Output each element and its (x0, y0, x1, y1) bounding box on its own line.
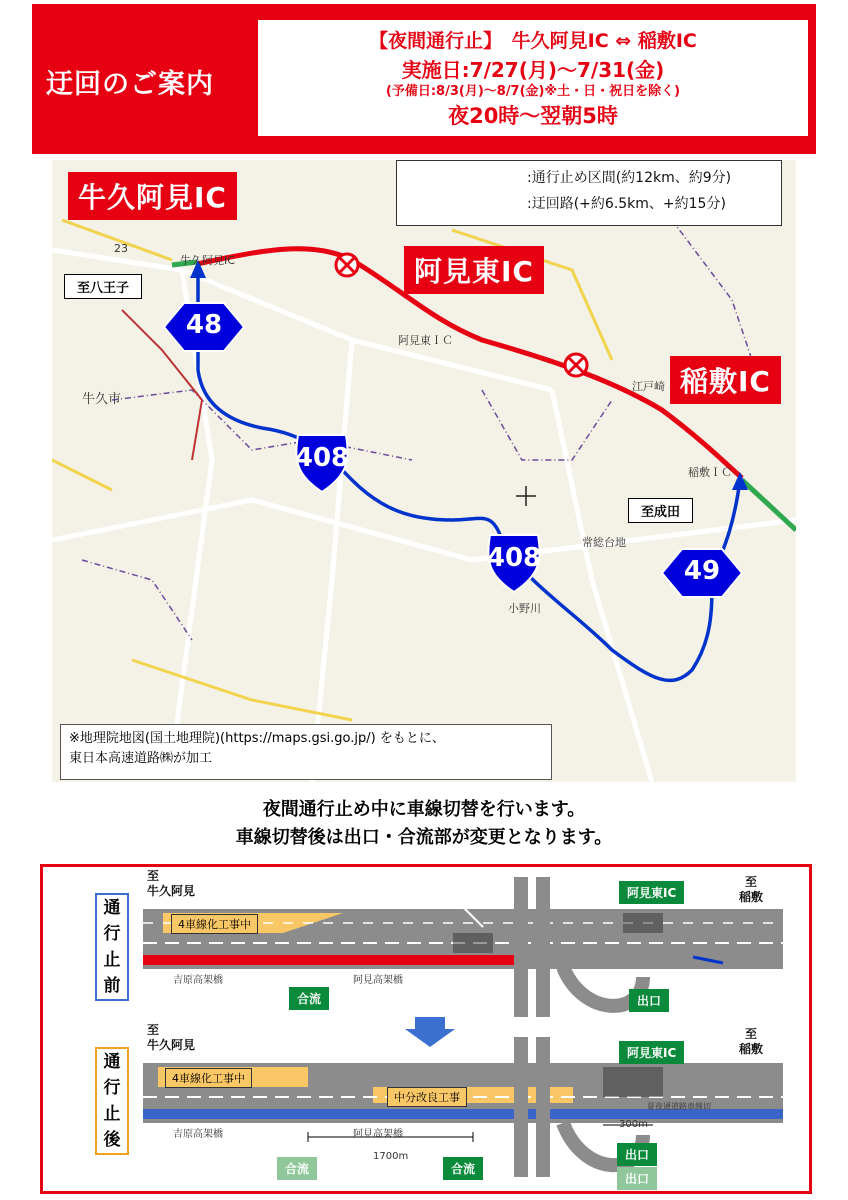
before-ic-tag: 阿見東IC (619, 881, 684, 904)
label-jobandaichi: 常総台地 (582, 536, 626, 549)
ic-label-ami-higashi: 阿見東IC (404, 246, 544, 294)
after-work-box: 4車線化工事中 (165, 1068, 252, 1088)
closure-info-box (258, 20, 808, 136)
legend-detour: :迂回路(+約6.5km、+約15分) (527, 196, 726, 212)
after-from: 至 牛久阿見 (147, 1023, 196, 1052)
route-sign-408-a: 408 (294, 443, 350, 473)
after-note: 夏夜通道路車線切 (647, 1102, 711, 1111)
after-dist2: 300m (619, 1119, 648, 1130)
after-exit-tag: 出口 (617, 1143, 657, 1166)
reserve-dates: (予備日:8/3(月)～8/7(金)※土・日・祝日を除く) (385, 84, 681, 99)
after-distance: 1700m (373, 1151, 409, 1162)
credit-line2: 東日本高速道路㈱が加工 (69, 751, 213, 766)
route-sign-408-b: 408 (486, 543, 542, 573)
legend-closed: :通行止め区間(約12km、約9分) (527, 170, 732, 186)
before-bridge1: 吉原高架橋 (173, 975, 223, 986)
before-work-box: 4車線化工事中 (171, 914, 258, 934)
closure-time: 夜20時～翌朝5時 (448, 104, 618, 128)
closure-section: 【夜間通行止】 牛久阿見IC ⇔ 稲敷IC (369, 30, 697, 52)
ic-label-ushiku-ami: 牛久阿見IC (68, 172, 237, 220)
ic-label-inashiki: 稲敷IC (670, 356, 781, 404)
label-onogawa: 小野川 (508, 602, 541, 615)
after-merge-old-tag: 合流 (277, 1157, 317, 1180)
credit-line1: ※地理院地図(国土地理院)(https://maps.gsi.go.jp/) をもとに、 (69, 731, 445, 746)
before-from: 至 牛久阿見 (147, 869, 196, 898)
after-bridge2: 阿見高架橋 (353, 1129, 403, 1140)
before-to: 至 稲敷 (739, 875, 764, 904)
label-before: 通 行 止 前 (95, 893, 129, 1001)
after-work2-box: 中分改良工事 (387, 1087, 467, 1107)
label-inashiki-ic-small: 稲敷ＩＣ (688, 466, 732, 479)
label-ushiku-city: 牛久市 (82, 392, 122, 407)
after-ic-tag: 阿見東IC (619, 1041, 684, 1064)
route-sign-48: 48 (185, 310, 223, 340)
label-ami-higashi-ic-small: 阿見東ＩＣ (398, 334, 453, 347)
route-sign-49: 49 (683, 556, 721, 586)
after-merge-tag: 合流 (443, 1157, 483, 1180)
notice-line2: 車線切替後は出口・合流部が変更となります。 (235, 827, 613, 848)
dest-narita: 至成田 (628, 498, 693, 523)
after-to: 至 稲敷 (739, 1027, 764, 1056)
before-merge-tag: 合流 (289, 987, 329, 1010)
page-title: 迂回のご案内 (46, 69, 214, 100)
lane-diagram (40, 864, 812, 1194)
before-exit-tag: 出口 (629, 989, 669, 1012)
closure-dates: 実施日:7/27(月)～7/31(金) (401, 58, 665, 82)
before-bridge2: 阿見高架橋 (353, 975, 403, 986)
after-bridge1: 吉原高架橋 (173, 1129, 223, 1140)
lane-switch-notice (0, 796, 848, 852)
label-after: 通 行 止 後 (95, 1047, 129, 1155)
label-edosaki: 江戸崎 (632, 380, 665, 393)
map-legend (396, 160, 782, 226)
notice-line1: 夜間通行止め中に車線切替を行います。 (262, 799, 586, 820)
map-credit (60, 724, 552, 780)
detour-map (52, 160, 796, 782)
label-ushiku-ami-ic-small: 牛久阿見IC (180, 254, 235, 267)
after-exit-old-tag: 出口 (617, 1167, 657, 1190)
label-route23: 23 (114, 242, 128, 255)
dest-hachioji: 至八王子 (64, 274, 142, 299)
